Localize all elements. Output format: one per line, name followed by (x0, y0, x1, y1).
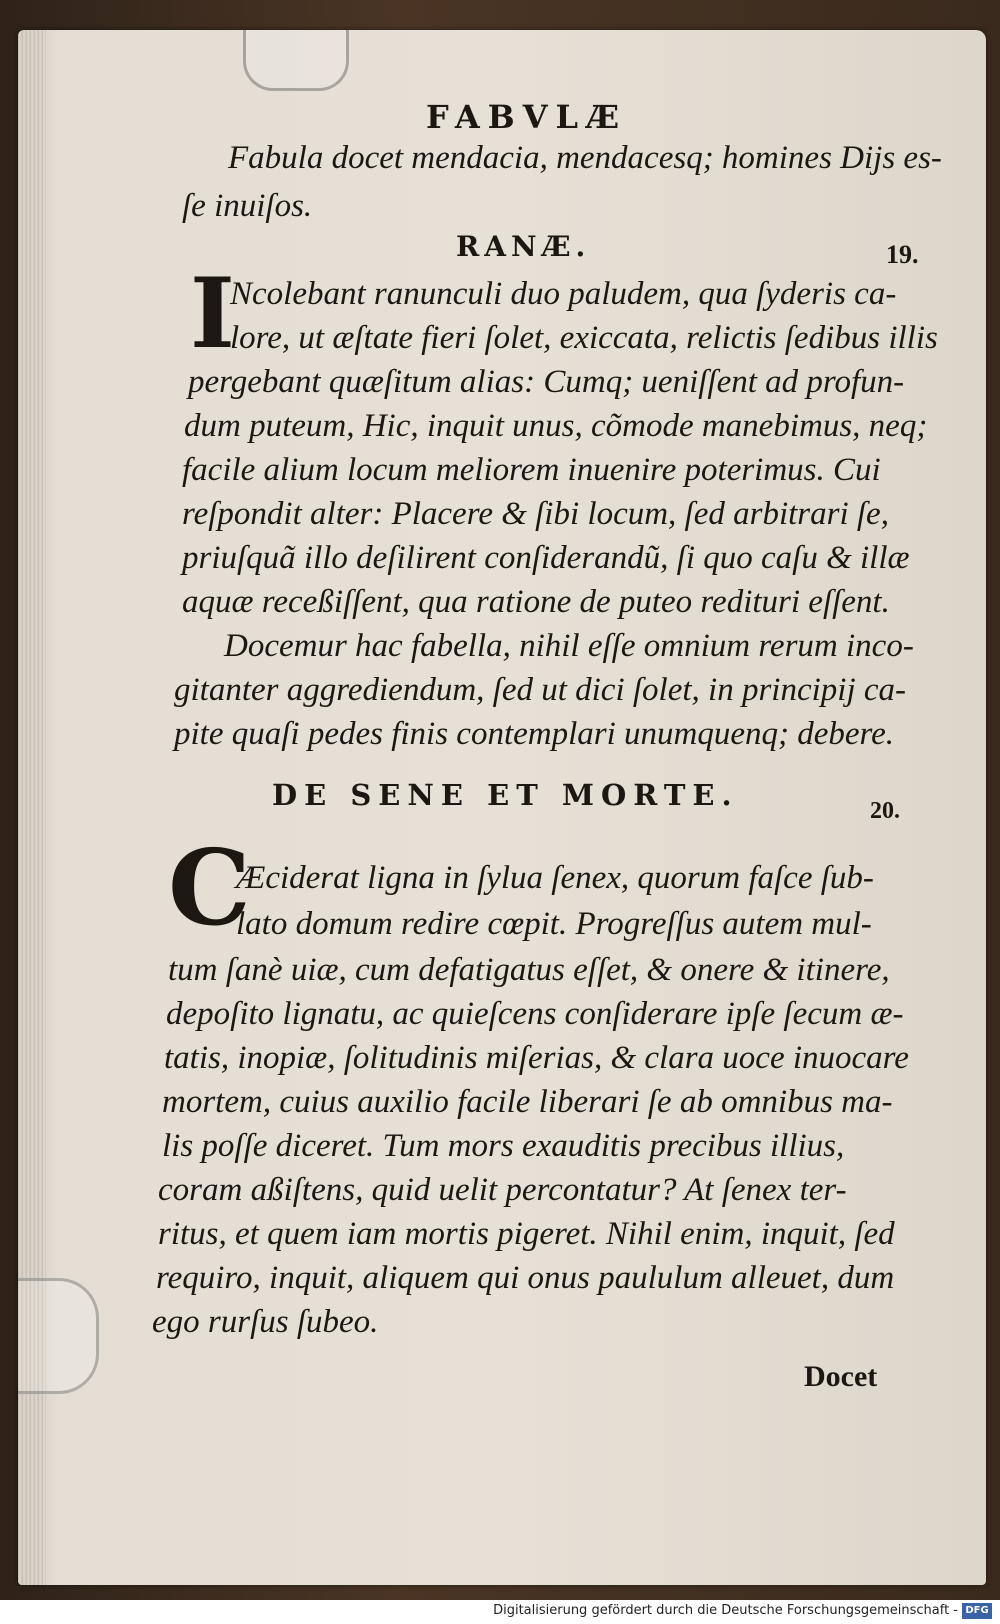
text-line: gitanter aggrediendum, ſed ut dici ſolet, in principij ca- (174, 672, 906, 708)
text-line: ego rurſus ſubeo. (152, 1304, 379, 1340)
text-line: lis poſſe diceret. Tum mors exauditis precibus illius, (162, 1128, 845, 1164)
text-line: ſe inuiſos. (182, 188, 313, 224)
text-line: pergebant quæſitum alias: Cumq; ueniſſent ad profun- (188, 364, 905, 400)
drop-cap-i: I (190, 257, 235, 370)
side-clip (18, 1278, 99, 1394)
book-page (18, 30, 986, 1585)
text-line: depoſito lignatu, ac quieſcens conſiderare ipſe ſecum æ- (166, 996, 904, 1032)
text-line: requiro, inquit, aliquem qui onus paululum alleuet, dum (156, 1260, 895, 1296)
footer-bar (0, 1600, 1000, 1624)
text-line: Ncolebant ranunculi duo paludem, qua ſyderis ca- (230, 276, 897, 312)
text-line: facile alium locum meliorem inuenire poterimus. Cui (182, 452, 881, 488)
funding-note: Digitalisierung gefördert durch die Deutsche Forschungsgemeinschaft - (493, 1603, 958, 1618)
text-line: tatis, inopiæ, ſolitudinis miſerias, & clara uoce inuocare (164, 1040, 909, 1076)
fable-number-19: 19. (886, 240, 919, 269)
fable-title-ranae: RANÆ. (456, 230, 591, 263)
running-title: FABVLÆ (426, 98, 628, 136)
text-line: mortem, cuius auxilio facile liberari ſe ab omnibus ma- (162, 1084, 893, 1120)
text-line: priuſquã illo deſilirent conſiderandũ, ſi quo caſu & illæ (182, 540, 910, 576)
text-line: tum ſanè uiæ, cum defatigatus eſſet, & onere & itinere, (168, 952, 890, 988)
text-line: ritus, et quem iam mortis pigeret. Nihil enim, inquit, ſed (158, 1216, 895, 1252)
text-line: Fabula docet mendacia, mendacesq; homines Dijs es- (228, 140, 942, 176)
text-line: aquæ receßiſſent, qua ratione de puteo redituri eſſent. (182, 584, 890, 620)
catchword: Docet (804, 1360, 878, 1393)
text-line: dum puteum, Hic, inquit unus, cõmode manebimus, neq; (184, 408, 928, 444)
text-line: reſpondit alter: Placere & ſibi locum, ſed arbitrari ſe, (182, 496, 889, 532)
fable-number-20: 20. (870, 798, 900, 824)
text-line: pite quaſi pedes finis contemplari unumquenq; debere. (174, 716, 895, 752)
text-line: Æciderat ligna in ſylua ſenex, quorum faſce ſub- (236, 860, 874, 896)
text-line: lato domum redire cœpit. Progreſſus autem mul- (236, 906, 872, 942)
dfg-logo: DFG (962, 1603, 992, 1619)
text-line: coram aßiſtens, quid uelit percontatur? At ſenex ter- (158, 1172, 847, 1208)
top-clip (243, 30, 349, 91)
fable-title-de-sene: DE SENE ET MORTE. (272, 778, 739, 812)
drop-cap-c: C (168, 826, 251, 949)
text-line: lore, ut æſtate fieri ſolet, exiccata, relictis ſedibus illis (230, 320, 938, 356)
text-line: Docemur hac fabella, nihil eſſe omnium rerum inco- (224, 628, 914, 664)
